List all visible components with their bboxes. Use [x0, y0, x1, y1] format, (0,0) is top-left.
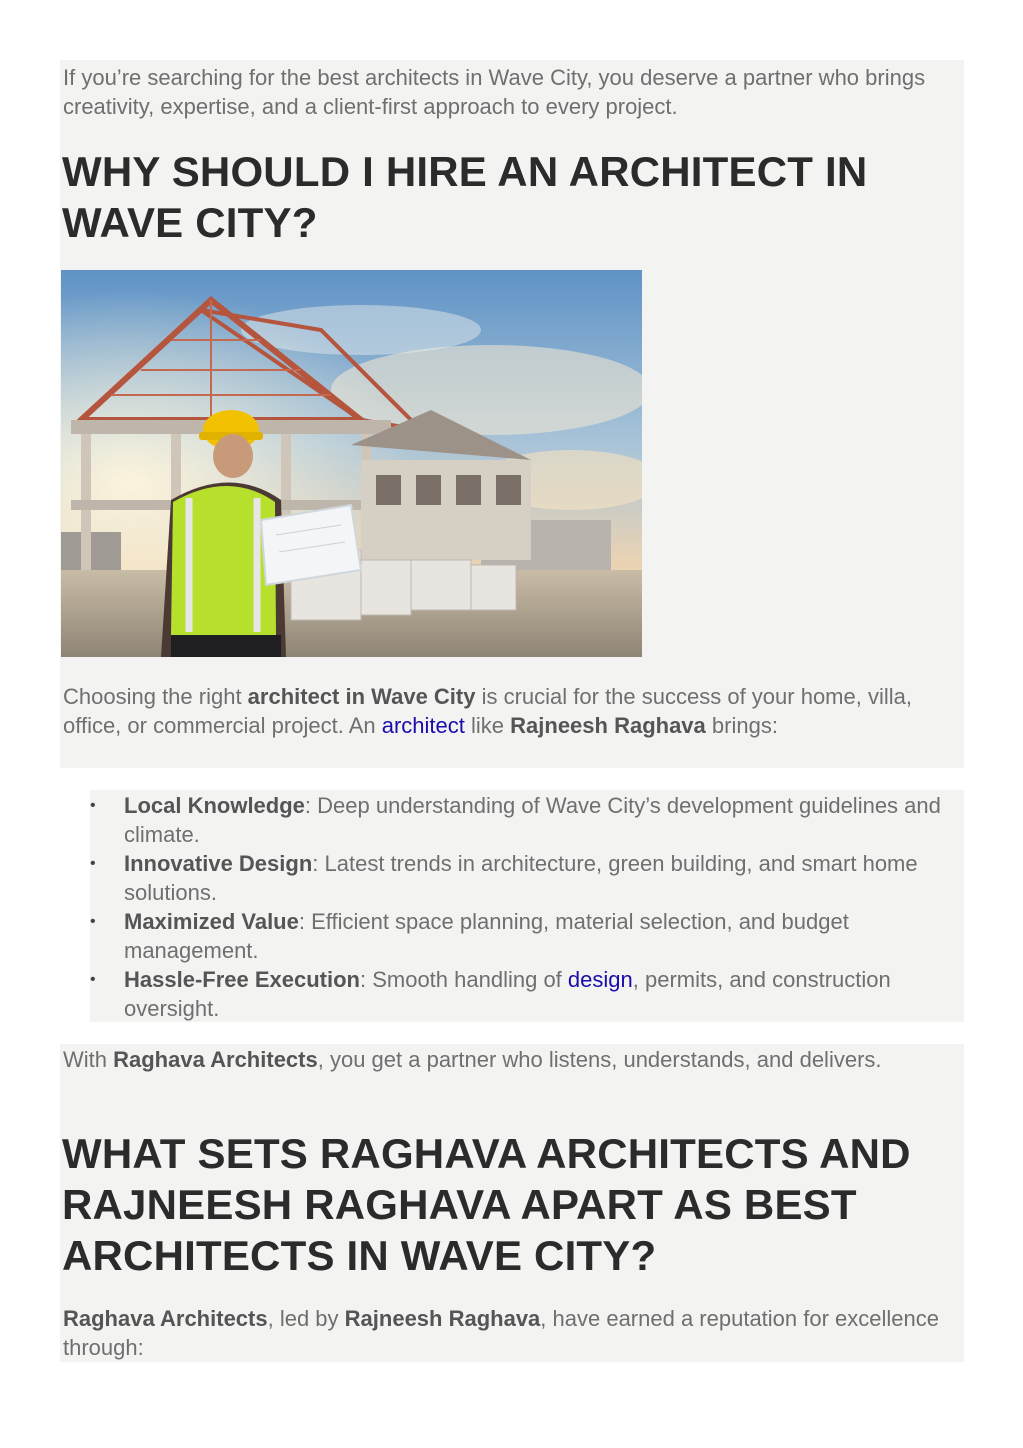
bullet-text: : Latest trends in architecture, green building, and smart home solutions. [124, 851, 918, 905]
architect-link[interactable]: architect [381, 713, 465, 738]
bullet-text: : Deep understanding of Wave City’s development guidelines and climate. [124, 793, 941, 847]
bullet-text: : Efficient space planning, material selection, and budget management. [124, 909, 849, 963]
bullet-title: Maximized Value [124, 909, 299, 934]
with-text-2: , you get a partner who listens, understands, and delivers. [317, 1047, 882, 1072]
design-link[interactable]: design [567, 967, 633, 992]
closing-paragraph [63, 1304, 943, 1362]
choosing-text-1: Choosing the right [63, 684, 248, 709]
choosing-bold-architect: architect in Wave City [247, 684, 476, 709]
closing-bold-company: Raghava Architects [63, 1306, 268, 1331]
choosing-bold-name: Rajneesh Raghava [510, 713, 706, 738]
bullet-title: Local Knowledge [124, 793, 305, 818]
with-paragraph [63, 1045, 943, 1074]
list-item [90, 849, 960, 907]
list-item [90, 907, 960, 965]
benefits-list [90, 791, 960, 1023]
with-bold-company: Raghava Architects [113, 1047, 318, 1072]
construction-site-photo [61, 270, 642, 657]
with-text-1: With [63, 1047, 114, 1072]
choosing-paragraph [63, 682, 943, 740]
closing-text-2: , have earned a reputation for excellence through: [63, 1306, 940, 1360]
heading-what-sets-apart: WHAT SETS RAGHAVA ARCHITECTS AND RAJNEESH RAGHAVA APART AS BEST ARCHITECTS IN WAVE CITY? [62, 1130, 911, 1279]
bullet-title: Hassle-Free Execution [124, 967, 360, 992]
heading-why-hire: WHY SHOULD I HIRE AN ARCHITECT IN WAVE CITY? [62, 148, 868, 246]
bullet-text-after: , permits, and construction oversight. [124, 967, 891, 1021]
choosing-text-3: like [464, 713, 511, 738]
choosing-text-4: brings: [705, 713, 778, 738]
list-item [90, 965, 960, 1023]
list-item [90, 791, 960, 849]
closing-text-1: , led by [267, 1306, 345, 1331]
choosing-text-2: is crucial for the success of your home, villa, office, or commercial project. An [63, 684, 912, 738]
closing-section [60, 1044, 964, 1362]
benefits-section [90, 790, 964, 1022]
bullet-text: : Smooth handling of [359, 967, 568, 992]
bullet-title: Innovative Design [124, 851, 313, 876]
intro-section [60, 60, 964, 768]
intro-paragraph: If you’re searching for the best architects in Wave City, you deserve a partner who brings creativity, expertise, and a client-first approach to every project. [63, 65, 926, 119]
closing-bold-name: Rajneesh Raghava [344, 1306, 541, 1331]
